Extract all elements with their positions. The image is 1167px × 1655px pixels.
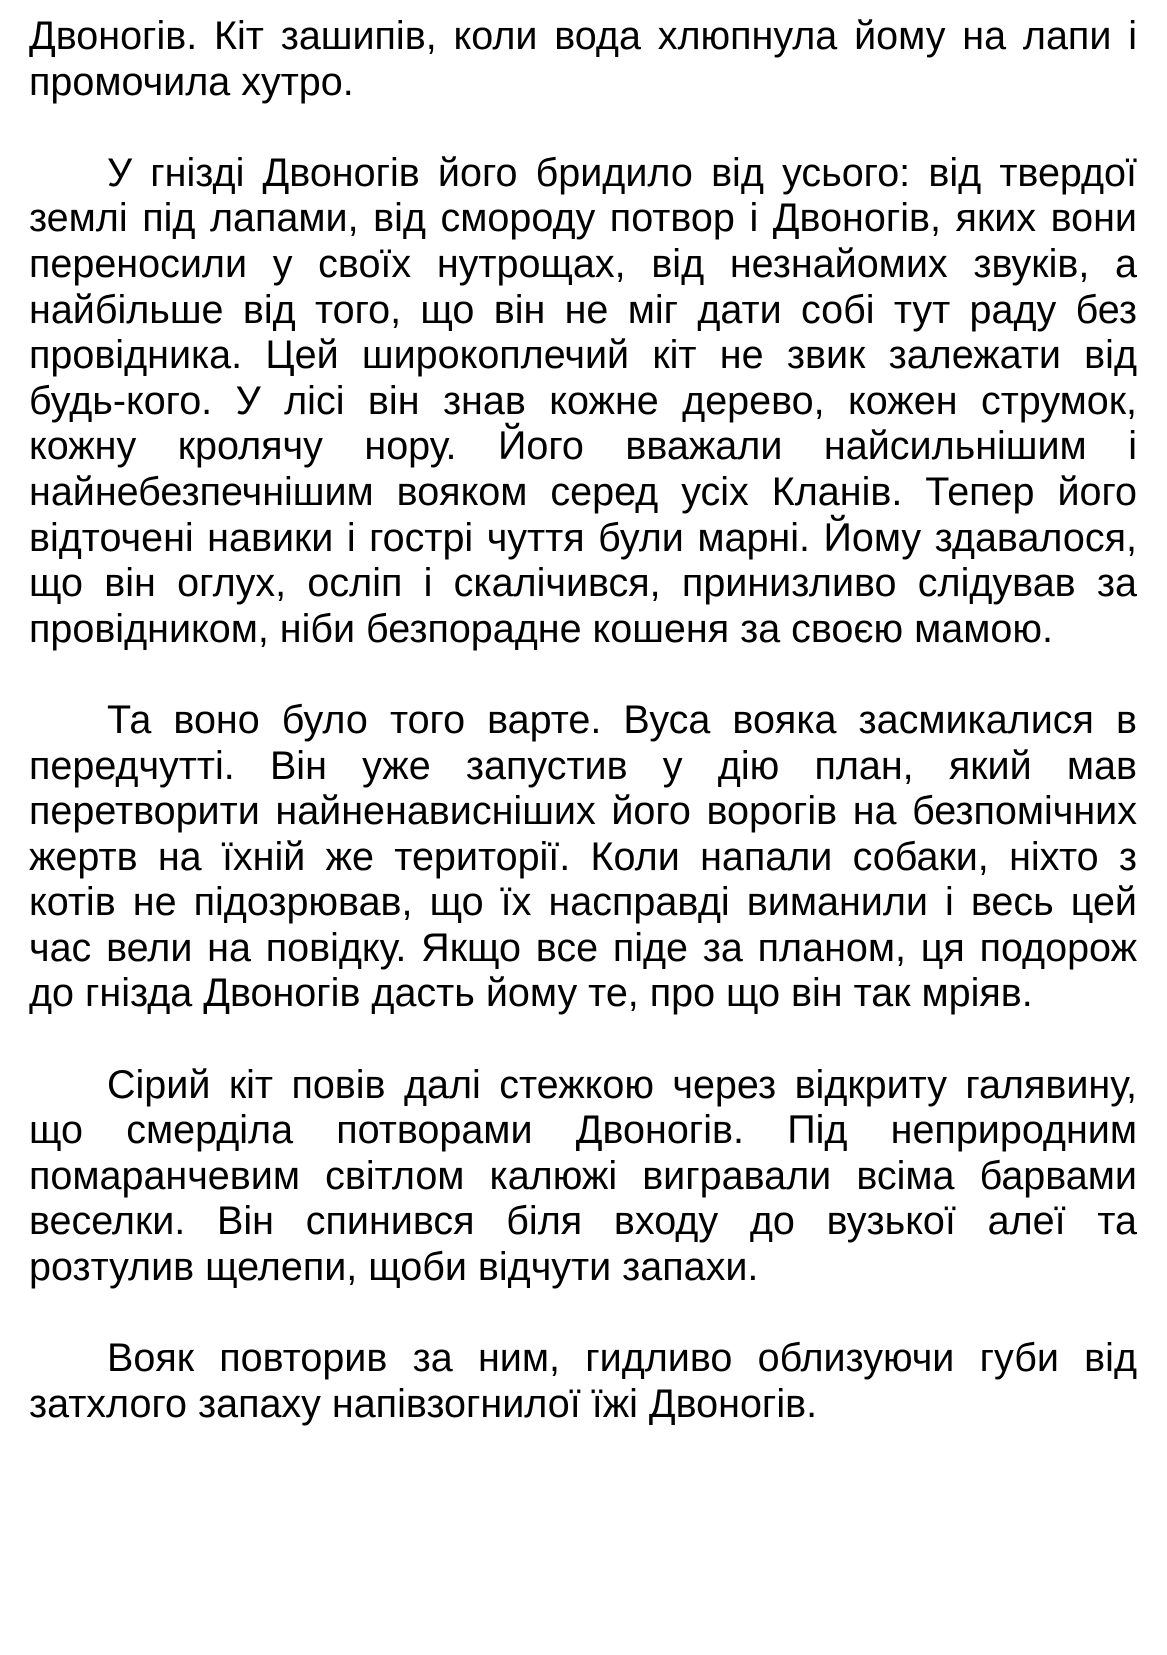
- paragraph-4: Сірий кіт повів далі стежкою через відкриту галявину, що смерділа потворами Двоногів. Під неприродним помаранчевим світлом калюжі вигравали всіма барвами веселки. Він спинився біля входу до вузької алеї та розтулив щелепи, щоби відчути запахи.: [29, 1062, 1137, 1290]
- paragraph-5: Вояк повторив за ним, гидливо облизуючи губи від затхлого запаху напівзогнилої їжі Двоногів.: [29, 1336, 1137, 1426]
- document-page: [29, 14, 1137, 1427]
- paragraph-3: Та воно було того варте. Вуса вояка засмикалися в передчутті. Він уже запустив у дію план, який мав перетворити найненависніших його ворогів на безпомічних жертв на їхній же території. Коли напали собаки, ніхто з котів не підозрював, що їх насправді виманили і весь цей час вели на повідку. Якщо все піде за планом, ця подорож до гнізда Двоногів дасть йому те, про що він так мріяв.: [29, 697, 1137, 1016]
- paragraph-1: Двоногів. Кіт зашипів, коли вода хлюпнула йому на лапи і промочила хутро.: [29, 14, 1137, 104]
- paragraph-2: У гнізді Двоногів його бридило від усього: від твердої землі під лапами, від смороду потвор і Двоногів, яких вони переносили у своїх нутрощах, від незнайомих звуків, а найбільше від того, що він не міг дати собі тут раду без провідника. Цей широкоплечий кіт не звик залежати від будь-кого. У лісі він знав кожне дерево, кожен струмок, кожну кролячу нору. Його вважали найсильнішим і найнебезпечнішим вояком серед усіх Кланів. Тепер його відточені навики і гострі чуття були марні. Йому здавалося, що він оглух, осліп і скалічився, принизливо слідував за провідником, ніби безпорадне кошеня за своєю мамою.: [29, 150, 1137, 651]
